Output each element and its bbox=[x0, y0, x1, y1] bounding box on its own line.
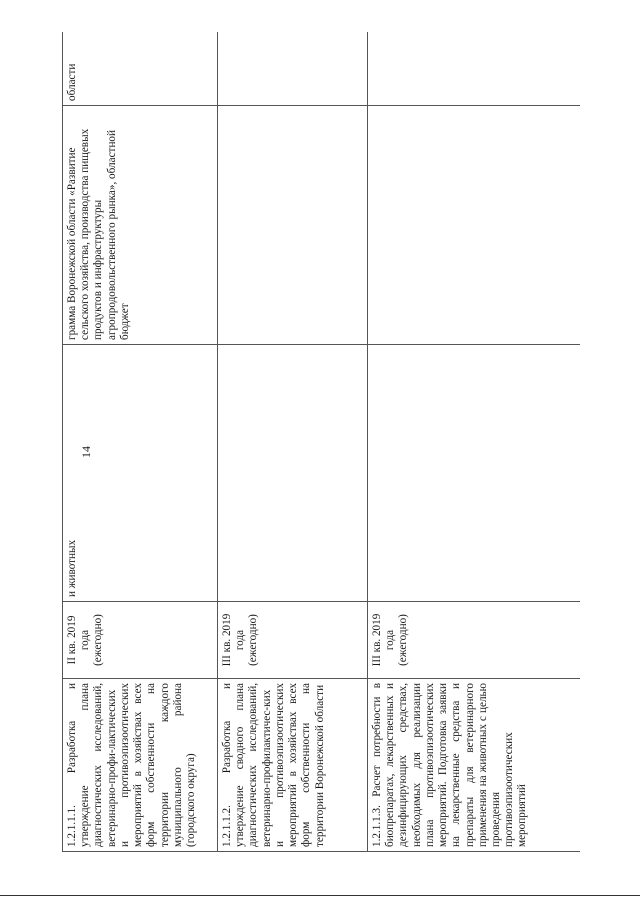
funding-source-cell bbox=[368, 106, 581, 345]
funding-source-cell: грамма Воронежской области «Развитие сельского хозяйства, производства пищевых продуктов и инфраструктуры агропродовольственного рынка», областной бюджет bbox=[63, 106, 218, 345]
activity-plan-table bbox=[62, 32, 580, 852]
page-bottom-rule bbox=[0, 895, 640, 896]
table-row bbox=[218, 32, 368, 852]
page-number: 14 bbox=[79, 446, 93, 458]
table-row bbox=[368, 32, 581, 852]
table-row bbox=[63, 32, 218, 852]
term-cell: III кв. 2019 года (ежегодно) bbox=[218, 602, 368, 679]
funding-source-cell bbox=[218, 106, 368, 345]
executor-cell bbox=[218, 345, 368, 602]
task-cell: 1.2.1.1.3. Расчет потребности в биопрепаратах, лекарственных и дезинфицирующих средствах, необходимых для реализации плана противоэпизоотических мероприятий. Подготовка заявки на лекарственные средства и препараты для ветеринарного применения на животных с целью проведения противоэпизоотических мероприятий bbox=[368, 679, 581, 852]
term-cell: II кв. 2019 года (ежегодно) bbox=[63, 602, 218, 679]
task-cell: 1.2.1.1.2. Разработка и утверждение сводного плана диагностических исследований, ветеринарно-профилактичес-ких и противоэпизоотических мероприятий в хозяйствах всех форм собственности на территории Воронежской области bbox=[218, 679, 368, 852]
rotated-table-wrapper bbox=[62, 32, 580, 852]
term-cell: III кв. 2019 года (ежегодно) bbox=[368, 602, 581, 679]
result-cell: области bbox=[63, 32, 218, 106]
executor-cell: и животных bbox=[63, 345, 218, 602]
landscape-page bbox=[62, 32, 580, 852]
executor-cell bbox=[368, 345, 581, 602]
result-cell bbox=[218, 32, 368, 106]
result-cell bbox=[368, 32, 581, 106]
task-cell: 1.2.1.1.1. Разработка и утверждение плана диагностических исследований, ветеринарно-профи-лактических и противоэпизоотических мероприятий в хозяйствах всех форм собственности на территории каждого муниципального района (городского округа) bbox=[63, 679, 218, 852]
